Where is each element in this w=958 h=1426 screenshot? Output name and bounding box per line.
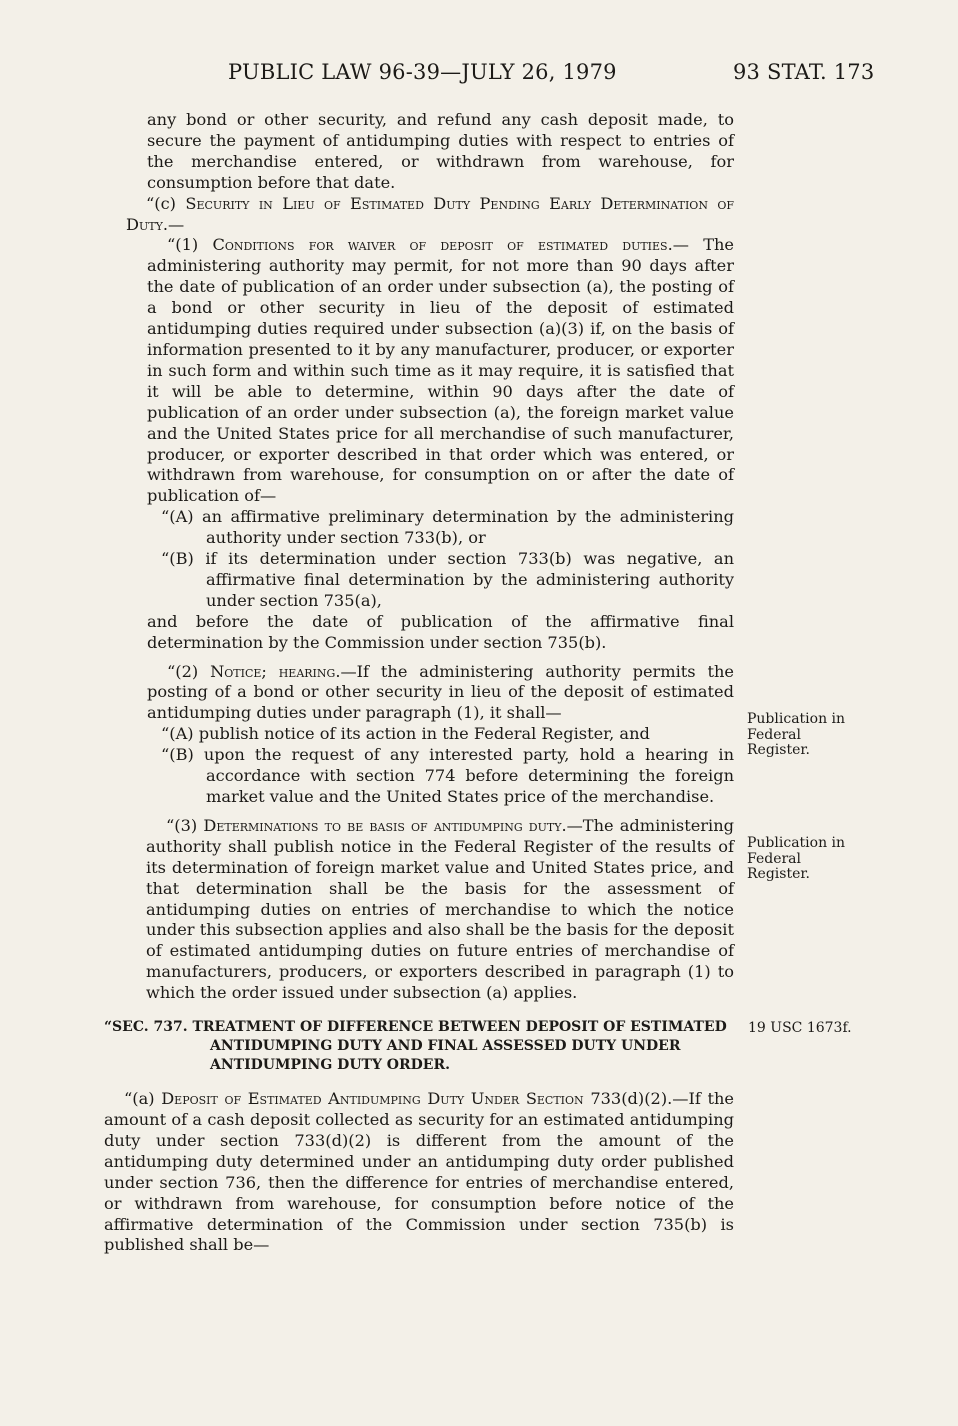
- paragraph-c1-text: The administering authority may permit, for not more than 90 days after the date of publication of an order under subsection (a), the posting of a bond or other security in lieu of the deposit of estimated antidumping duties required under subsection (a)(3) if, on the basis of information presented to it by any manufacturer, producer, or exporter in such form and within such time as it may require, it is satisfied that it will be able to determine, within 90 days after the date of publication of an order under subsection (a), the foreign market value and the United States price for all merchandise of such manufacturer, producer, or exporter described in that order which was entered, or withdrawn from warehouse, for consumption on or after the date of publication of—: [147, 235, 734, 506]
- subsection-a-heading: Deposit of Estimated Antidumping Duty Under Section: [161, 1089, 584, 1109]
- clause-c1-A: “(A) an affirmative preliminary determination by the administering authority under section 733(b), or: [161, 507, 734, 548]
- clause-c2-A: “(A) publish notice of its action in the Federal Register, and: [161, 724, 650, 744]
- page-stat-number: 93 STAT. 173: [733, 60, 875, 84]
- clause-c1-B: “(B) if its determination under section 733(b) was negative, an affirmative final determination by the administering authority under section 735(a),: [161, 549, 734, 610]
- paragraph-c1: [104, 235, 734, 507]
- margin-note-usc-citation: 19 USC 1673f.: [748, 1020, 852, 1036]
- paragraph-c1-lead: “(1): [167, 235, 213, 255]
- paragraph-c3: [103, 816, 734, 1004]
- subsection-a: [104, 1089, 734, 1256]
- paragraph-c2-text: If the administering authority permits the posting of a bond or other security in lieu of the deposit of estimated antidumping duties under paragraph (1), it shall—: [147, 661, 734, 723]
- section-737-heading: “SEC. 737. TREATMENT OF DIFFERENCE BETWEEN DEPOSIT OF ESTIMATED ANTIDUMPING DUTY AND FINAL ASSESSED DUTY UNDER ANTIDUMPING DUTY ORDER.: [104, 1019, 727, 1074]
- running-header-title: PUBLIC LAW 96-39—JULY 26, 1979: [228, 60, 617, 84]
- paragraph-c1-heading: Conditions for waiver of deposit of estimated duties.—: [212, 235, 689, 255]
- paragraph-c3-lead: “(3): [166, 815, 204, 835]
- clause-c2-B: “(B) upon the request of any interested party, hold a hearing in accordance with section 774 before determining the foreign market value and the United States price of the merchandise.: [161, 745, 734, 806]
- subsection-a-lead: “(a): [124, 1089, 162, 1109]
- paragraph-c2: [104, 662, 734, 725]
- paragraph-c2-lead: “(2): [167, 661, 211, 681]
- subsection-c: [104, 194, 734, 236]
- subsection-c-lead: “(c): [146, 193, 186, 213]
- margin-note-federal-register-1: Publication in Federal Register.: [747, 711, 846, 758]
- paragraph-continuation: any bond or other security, and refund any cash deposit made, to secure the payment of antidumping duties with respect to entries of the merchandise entered, or withdrawn from warehouse, for consumption before that date.: [147, 110, 734, 192]
- margin-note-federal-register-2: Publication in Federal Register.: [747, 835, 846, 882]
- subsection-a-text: 733(d)(2).—If the amount of a cash deposit collected as security for an estimated antidumping duty under section 733(d)(2) is different from the amount of the antidumping duty determined under an antidumping duty order published under section 736, then the difference for entries of merchandise entered, or withdrawn from warehouse, for consumption before notice of the affirmative determination of the Commission under section 735(b) is published shall be—: [104, 1089, 734, 1255]
- subsection-c-heading: Security in Lieu of Estimated Duty Pending Early Determination of Duty.—: [126, 193, 734, 234]
- paragraph-c3-text: The administering authority shall publish notice in the Federal Register of the results of its determination of foreign market value and United States price, and that determination shall be the basis for the assessment of antidumping duties on entries of merchandise to which the notice under this subsection applies and also shall be the basis for the deposit of estimated antidumping duties on future entries of merchandise of manufacturers, producers, or exporters described in paragraph (1) to which the order issued under subsection (a) applies.: [146, 815, 734, 1003]
- paragraph-c1-tail: and before the date of publication of the affirmative final determination by the Commission under section 735(b).: [147, 611, 734, 652]
- paragraph-c2-heading: Notice; hearing.—: [210, 661, 357, 681]
- body-text: [104, 110, 734, 1256]
- paragraph-c3-heading: Determinations to be basis of antidumping duty.—: [203, 815, 583, 835]
